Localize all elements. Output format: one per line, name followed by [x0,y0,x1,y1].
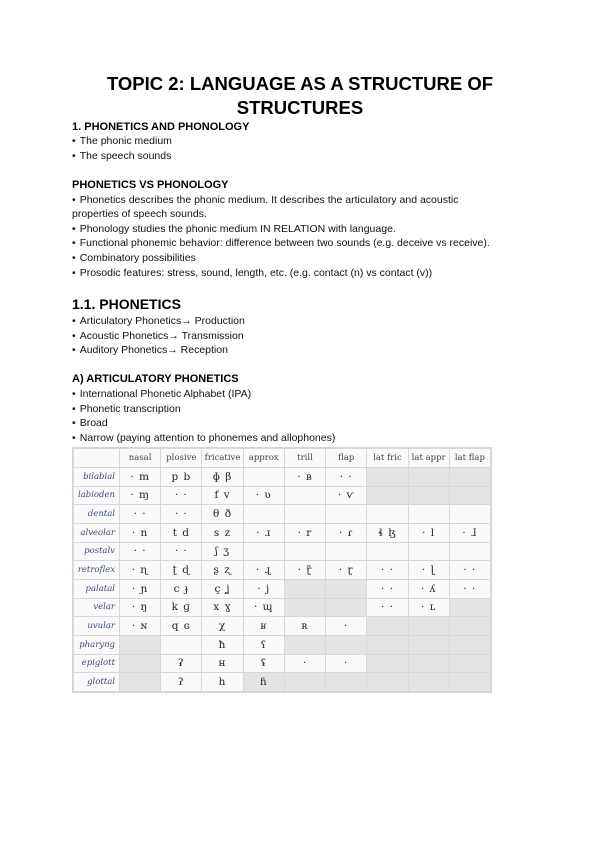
list-item: • Auditory Phonetics→ Reception [72,344,228,356]
ipa-symbol-cell: · · [161,505,202,524]
ipa-symbol-cell [284,635,325,654]
ipa-symbol-cell: · ⱱ [326,486,367,505]
ipa-symbol-cell: · ɭ [408,561,449,580]
list-item: • Combinatory possibilities [72,252,196,264]
ipa-symbol-cell: · · [120,505,161,524]
list-item: • Phonetics describes the phonic medium. It describes the articulatory and acoustic [72,194,459,206]
bullet: • [72,150,76,162]
ipa-symbol-cell: ʡ [161,654,202,673]
title-line-1: TOPIC 2: LANGUAGE AS A STRUCTURE OF [106,73,494,94]
page-title [60,72,540,120]
ipa-symbol-cell: · ɺ [449,523,490,542]
ipa-symbol-cell [243,505,284,524]
ipa-column-header: approx [243,449,284,468]
ipa-symbol-cell [408,617,449,636]
ipa-consonant-chart [72,447,492,693]
bullet: • [72,417,76,429]
ipa-symbol-cell: ʂ ʐ [202,561,243,580]
ipa-symbol-cell: ʕ [243,635,284,654]
list-item: • Phonology studies the phonic medium IN RELATION with language. [72,223,396,235]
ipa-symbol-cell: · ɽ [326,561,367,580]
ipa-symbol-cell: · · [367,561,408,580]
list-item: • Functional phonemic behavior: difference between two sounds (e.g. deceive vs receive). [72,237,490,249]
list-item: • Prosodic features: stress, sound, length, etc. (e.g. contact (n) vs contact (v)) [72,267,433,279]
ipa-symbol-cell [284,673,325,692]
ipa-symbol-cell [120,654,161,673]
list-item: • Narrow (paying attention to phonemes and allophones) [72,432,336,444]
ipa-symbol-cell: · [326,617,367,636]
ipa-row [74,486,491,505]
bullet: • [72,315,76,327]
ipa-symbol-cell: ʢ [243,654,284,673]
ipa-symbol-cell: · · [449,561,490,580]
ipa-row [74,617,491,636]
ipa-row-label: labioden [74,486,120,505]
ipa-row [74,654,491,673]
ipa-symbol-cell: · r [284,523,325,542]
ipa-symbol-cell: · ʟ [408,598,449,617]
ipa-symbol-cell [449,673,490,692]
ipa-symbol-cell: s z [202,523,243,542]
ipa-symbol-cell [449,486,490,505]
ipa-row-label: pharyng [74,635,120,654]
ipa-symbol-cell: · ɽ̃ [284,561,325,580]
ipa-symbol-cell: · n [120,523,161,542]
ipa-row [74,542,491,561]
ipa-header-row [74,449,491,468]
section-heading-phonetics-vs-phonology: PHONETICS VS PHONOLOGY [72,179,229,191]
ipa-row-label: palatal [74,579,120,598]
ipa-symbol-cell [284,486,325,505]
ipa-symbol-cell: · ʋ [243,486,284,505]
ipa-column-header: trill [284,449,325,468]
ipa-row [74,673,491,692]
ipa-symbol-cell: x ɣ [202,598,243,617]
ipa-corner-cell [74,449,120,468]
ipa-symbol-cell: · ɴ [120,617,161,636]
bullet: • [72,237,76,249]
bullet: • [72,194,76,206]
ipa-symbol-cell: θ ð [202,505,243,524]
list-item: • The speech sounds [72,150,172,162]
ipa-row-label: uvular [74,617,120,636]
ipa-symbol-cell [367,542,408,561]
ipa-row-label: velar [74,598,120,617]
title-line-2: STRUCTURES [236,97,364,118]
ipa-symbol-cell: ɬ ɮ [367,523,408,542]
ipa-symbol-cell: ʃ ʒ [202,542,243,561]
ipa-row-label: bilabial [74,468,120,487]
ipa-symbol-cell: ħ [202,635,243,654]
ipa-row-label: alveolar [74,523,120,542]
ipa-symbol-cell: · ɱ [120,486,161,505]
list-item: • Broad [72,417,108,429]
list-item: • Acoustic Phonetics→ Transmission [72,330,244,342]
ipa-symbol-cell [284,542,325,561]
ipa-row [74,635,491,654]
ipa-symbol-cell: · ɳ [120,561,161,580]
ipa-symbol-cell: f v [202,486,243,505]
ipa-symbol-cell [449,505,490,524]
ipa-column-header: flap [326,449,367,468]
ipa-row [74,505,491,524]
bullet: • [72,267,76,279]
ipa-symbol-cell [284,505,325,524]
ipa-symbol-cell: ʈ ɖ [161,561,202,580]
ipa-symbol-cell [449,598,490,617]
ipa-symbol-cell: · ʎ [408,579,449,598]
ipa-symbol-cell [284,598,325,617]
ipa-symbol-cell [408,486,449,505]
ipa-symbol-cell [449,468,490,487]
ipa-symbol-cell: · · [367,598,408,617]
list-item: • The phonic medium [72,135,172,147]
ipa-symbol-cell [367,468,408,487]
ipa-symbol-cell [284,579,325,598]
ipa-row [74,468,491,487]
ipa-column-header: lat appr [408,449,449,468]
ipa-symbol-cell: · · [161,486,202,505]
ipa-row-label: retroflex [74,561,120,580]
ipa-symbol-cell [161,635,202,654]
list-item: • Phonetic transcription [72,403,181,415]
ipa-symbol-cell [326,505,367,524]
ipa-column-header: lat flap [449,449,490,468]
ipa-symbol-cell: · j [243,579,284,598]
ipa-symbol-cell: · · [120,542,161,561]
ipa-column-header: lat fric [367,449,408,468]
ipa-symbol-cell: ʜ [202,654,243,673]
ipa-symbol-cell: · ɾ [326,523,367,542]
section-heading-phonetics: 1.1. PHONETICS [72,296,181,312]
ipa-symbol-cell [449,654,490,673]
ipa-symbol-cell [243,542,284,561]
section-heading-phonetics-phonology: 1. PHONETICS AND PHONOLOGY [72,121,250,133]
list-item: • Articulatory Phonetics→ Production [72,315,245,327]
ipa-row [74,598,491,617]
ipa-symbol-cell: ɸ β [202,468,243,487]
list-item: • International Phonetic Alphabet (IPA) [72,388,252,400]
ipa-symbol-cell [326,635,367,654]
ipa-symbol-cell: ʔ [161,673,202,692]
ipa-table [73,448,491,692]
bullet: • [72,135,76,147]
ipa-symbol-cell: ɦ [243,673,284,692]
ipa-symbol-cell: ʁ [243,617,284,636]
ipa-symbol-cell: q ɢ [161,617,202,636]
ipa-symbol-cell: · ɻ [243,561,284,580]
ipa-symbol-cell: · m [120,468,161,487]
ipa-symbol-cell: c ɟ [161,579,202,598]
ipa-row-label: dental [74,505,120,524]
ipa-symbol-cell: · · [161,542,202,561]
ipa-symbol-cell [120,673,161,692]
ipa-symbol-cell: h [202,673,243,692]
ipa-symbol-cell: · [326,654,367,673]
ipa-symbol-cell [449,635,490,654]
ipa-symbol-cell: · ŋ [120,598,161,617]
ipa-symbol-cell [326,542,367,561]
ipa-row [74,561,491,580]
ipa-symbol-cell: k ɡ [161,598,202,617]
ipa-row-label: epiglott [74,654,120,673]
section-heading-articulatory-phonetics: A) ARTICULATORY PHONETICS [72,373,239,385]
bullet: • [72,388,76,400]
ipa-symbol-cell [367,654,408,673]
bullet: • [72,432,76,444]
ipa-column-header: plosive [161,449,202,468]
bullet: • [72,252,76,264]
ipa-symbol-cell: · · [449,579,490,598]
ipa-symbol-cell: χ [202,617,243,636]
ipa-symbol-cell: t d [161,523,202,542]
ipa-symbol-cell [326,673,367,692]
ipa-symbol-cell: · [284,654,325,673]
ipa-symbol-cell [408,654,449,673]
ipa-symbol-cell: · ʙ [284,468,325,487]
ipa-symbol-cell [367,486,408,505]
ipa-row-label: glottal [74,673,120,692]
ipa-column-header: fricative [202,449,243,468]
ipa-symbol-cell [408,505,449,524]
ipa-symbol-cell [367,505,408,524]
ipa-row [74,579,491,598]
ipa-symbol-cell: · l [408,523,449,542]
ipa-row-label: postalv [74,542,120,561]
ipa-symbol-cell: · ɲ [120,579,161,598]
ipa-symbol-cell [449,617,490,636]
ipa-symbol-cell [243,468,284,487]
ipa-symbol-cell [326,579,367,598]
ipa-symbol-cell [120,635,161,654]
ipa-symbol-cell: ʀ [284,617,325,636]
ipa-symbol-cell [367,673,408,692]
ipa-symbol-cell: · · [367,579,408,598]
ipa-symbol-cell [408,635,449,654]
ipa-symbol-cell [326,598,367,617]
bullet: • [72,344,76,356]
ipa-symbol-cell [449,542,490,561]
ipa-symbol-cell [408,673,449,692]
ipa-symbol-cell: p b [161,468,202,487]
ipa-symbol-cell: ç ʝ [202,579,243,598]
ipa-row [74,523,491,542]
ipa-symbol-cell [408,542,449,561]
bullet: • [72,223,76,235]
bullet: • [72,403,76,415]
list-item-continuation: properties of speech sounds. [72,208,207,220]
ipa-symbol-cell: · · [326,468,367,487]
ipa-symbol-cell: · ɹ [243,523,284,542]
bullet: • [72,330,76,342]
ipa-symbol-cell [408,468,449,487]
ipa-symbol-cell: · ɰ [243,598,284,617]
ipa-symbol-cell [367,617,408,636]
ipa-body [74,468,491,692]
ipa-column-header: nasal [120,449,161,468]
ipa-symbol-cell [367,635,408,654]
